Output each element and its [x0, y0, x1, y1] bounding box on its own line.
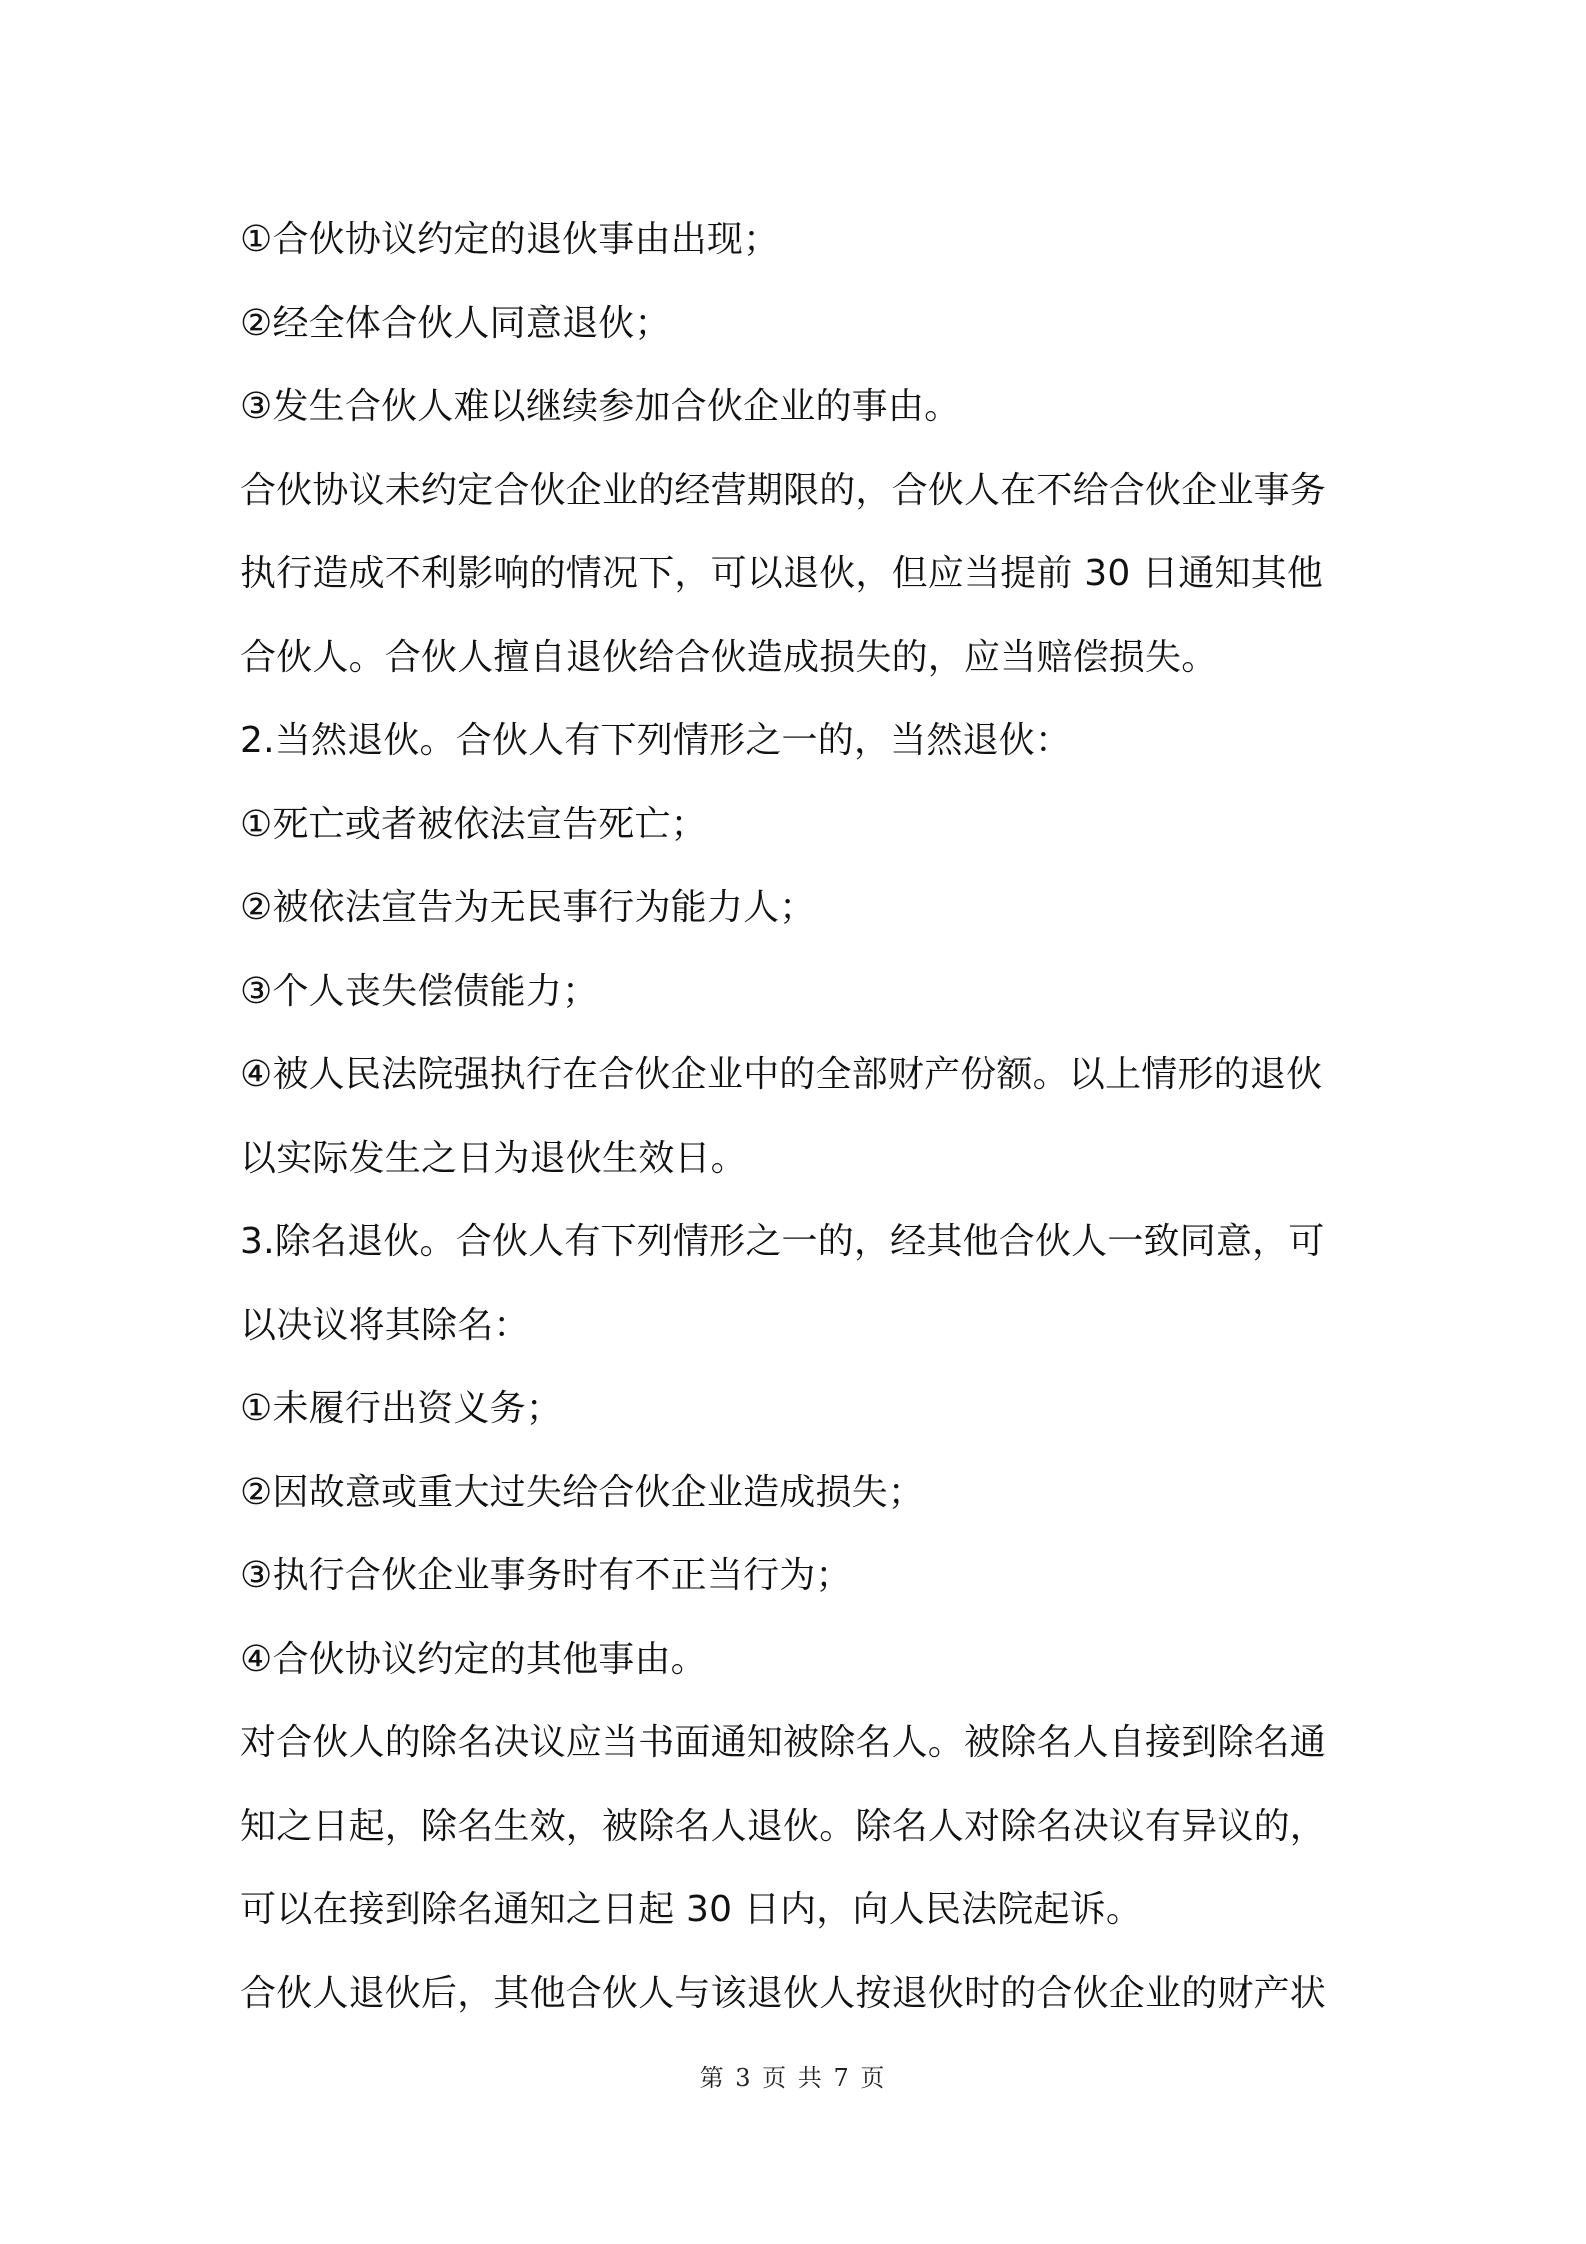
- section-heading: 3.除名退伙。合伙人有下列情形之一的，经其他合伙人一致同意，可: [240, 1221, 1325, 1262]
- text-line: 合伙协议未约定合伙企业的经营期限的，合伙人在不给合伙企业事务: [240, 469, 1327, 511]
- document-body: [240, 198, 1360, 2035]
- text-line: 合伙人退伙后，其他合伙人与该退伙人按退伙时的合伙企业的财产状: [240, 1972, 1327, 2014]
- text-line: ④合伙协议约定的其他事由。: [240, 1638, 707, 1680]
- text-line: ②被依法宣告为无民事行为能力人；: [240, 887, 816, 928]
- text-line: ①死亡或者被依法宣告死亡；: [240, 803, 707, 845]
- section-heading: 2.当然退伙。合伙人有下列情形之一的，当然退伙：: [240, 720, 1072, 761]
- text-line: 知之日起，除名生效，被除名人退伙。除名人对除名决议有异议的，: [240, 1805, 1327, 1847]
- text-line: 以决议将其除名：: [240, 1304, 530, 1346]
- text-line: 合伙人。合伙人擅自退伙给合伙造成损失的，应当赔偿损失。: [240, 636, 1218, 678]
- text-line: ③个人丧失偿债能力；: [240, 970, 599, 1012]
- text-line: 对合伙人的除名决议应当书面通知被除名人。被除名人自接到除名通: [240, 1722, 1327, 1763]
- text-line: ③执行合伙企业事务时有不正当行为；: [240, 1555, 852, 1596]
- text-line: ①未履行出资义务；: [240, 1388, 563, 1429]
- text-line: ③发生合伙人难以继续参加合伙企业的事由。: [240, 386, 961, 427]
- text-line: 可以在接到除名通知之日起 30 日内，向人民法院起诉。: [240, 1889, 1143, 1930]
- text-line: ②经全体合伙人同意退伙；: [240, 302, 671, 344]
- text-line: 以实际发生之日为退伙生效日。: [240, 1137, 747, 1179]
- text-line: 执行造成不利影响的情况下，可以退伙，但应当提前 30 日通知其他: [240, 553, 1324, 594]
- text-line: ②因故意或重大过失给合伙企业造成损失；: [240, 1471, 925, 1513]
- text-line: ①合伙协议约定的退伙事由出现；: [240, 219, 780, 260]
- text-line: ④被人民法院强执行在合伙企业中的全部财产份额。以上情形的退伙: [240, 1054, 1323, 1095]
- page-number-footer: 第 3 页 共 7 页: [699, 2064, 887, 2092]
